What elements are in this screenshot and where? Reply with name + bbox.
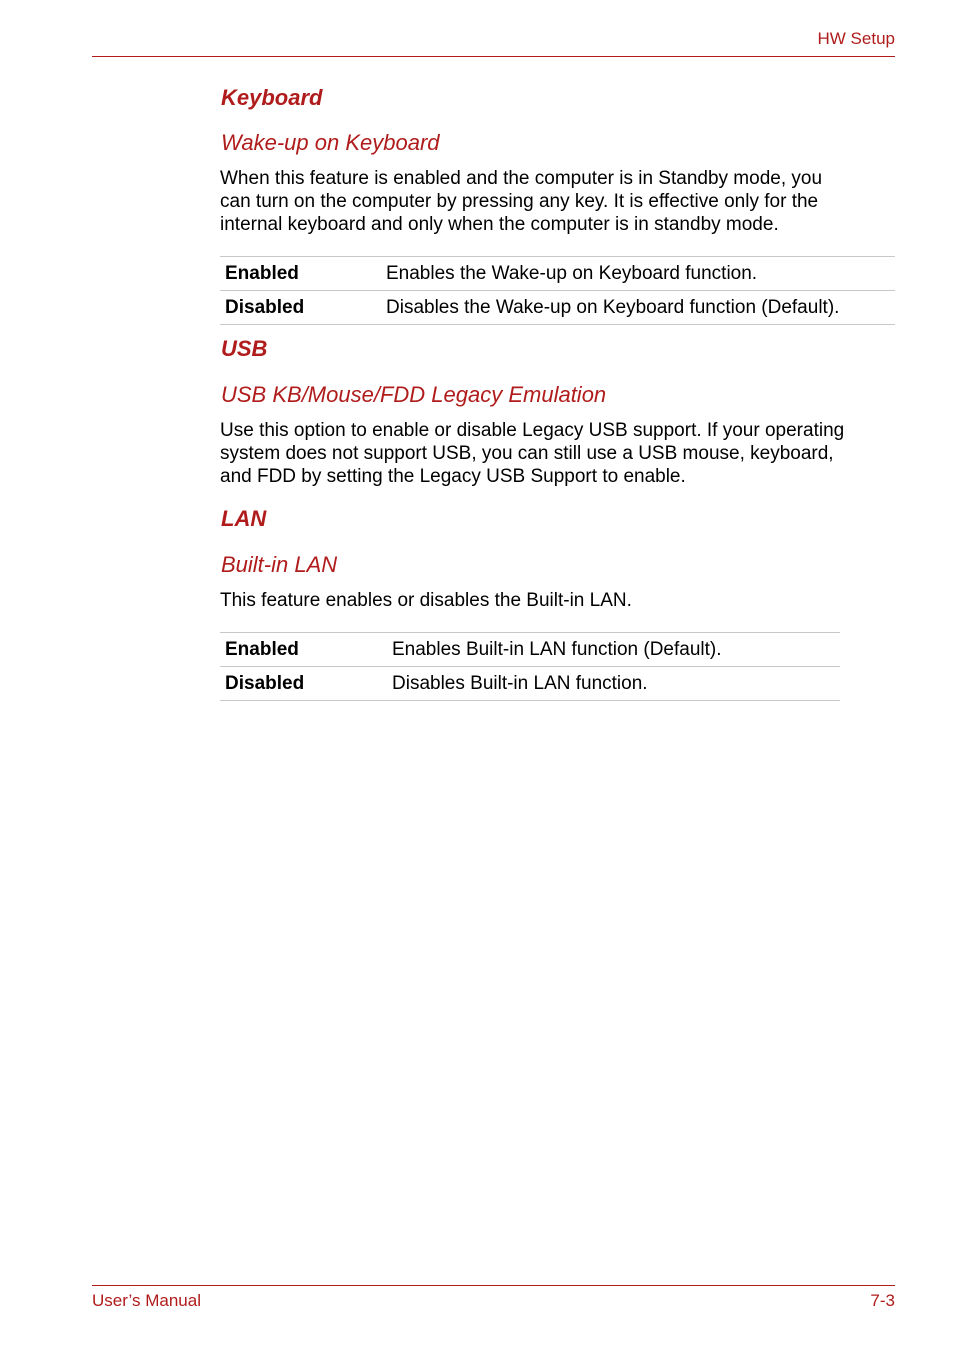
header-divider: [92, 56, 895, 57]
option-name: Disabled: [220, 667, 387, 701]
builtin-lan-subheading: Built-in LAN: [221, 552, 338, 577]
wakeup-keyboard-subheading: Wake-up on Keyboard: [221, 130, 440, 155]
table-row: [220, 291, 895, 325]
keyboard-heading: Keyboard: [221, 85, 323, 110]
option-name: Disabled: [220, 291, 381, 325]
builtin-lan-options-table: [220, 632, 840, 701]
table-row: [220, 667, 840, 701]
option-name: Enabled: [220, 633, 387, 667]
option-description: Enables Built-in LAN function (Default).: [387, 633, 840, 667]
wakeup-keyboard-description: [220, 167, 895, 236]
wakeup-keyboard-options-table: [220, 256, 895, 325]
paragraph-line: internal keyboard and only when the computer is in standby mode.: [220, 214, 779, 235]
lan-heading: LAN: [221, 506, 267, 531]
usb-heading: USB: [221, 336, 268, 361]
usb-legacy-description: [220, 419, 895, 488]
option-description: Enables the Wake-up on Keyboard function.: [381, 257, 895, 291]
footer-divider: [92, 1285, 895, 1286]
manual-title: User’s Manual: [92, 1291, 201, 1310]
paragraph-line: This feature enables or disables the Built-in LAN.: [220, 590, 632, 611]
option-description: Disables Built-in LAN function.: [387, 667, 840, 701]
paragraph-line: Use this option to enable or disable Legacy USB support. If your operating: [220, 420, 845, 441]
paragraph-line: can turn on the computer by pressing any key. It is effective only for the: [220, 191, 819, 212]
builtin-lan-description: [220, 589, 895, 612]
running-header: HW Setup: [817, 29, 895, 48]
paragraph-line: When this feature is enabled and the computer is in Standby mode, you: [220, 168, 823, 189]
table-row: [220, 257, 895, 291]
paragraph-line: and FDD by setting the Legacy USB Support to enable.: [220, 466, 686, 487]
table-row: [220, 633, 840, 667]
option-description: Disables the Wake-up on Keyboard function (Default).: [381, 291, 895, 325]
paragraph-line: system does not support USB, you can still use a USB mouse, keyboard,: [220, 443, 834, 464]
page-number: 7-3: [870, 1291, 895, 1310]
usb-legacy-subheading: USB KB/Mouse/FDD Legacy Emulation: [221, 382, 607, 407]
option-name: Enabled: [220, 257, 381, 291]
